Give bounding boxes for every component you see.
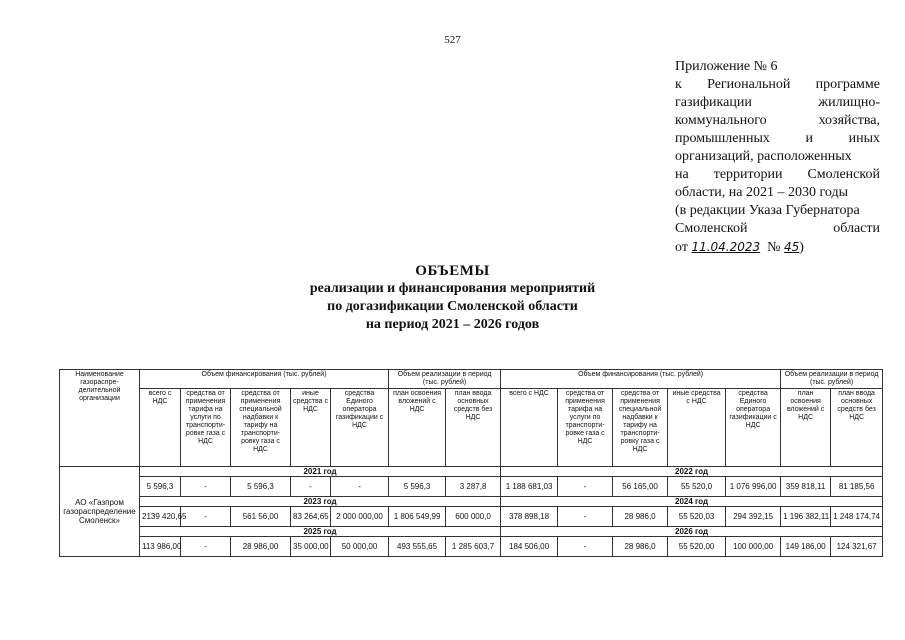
decree-date: 11.04.2023 xyxy=(691,240,761,254)
value-cell: 294 392,15 xyxy=(726,507,781,527)
title-line-4: на период 2021 – 2026 годов xyxy=(365,317,540,332)
appendix-line-3: газификации жилищно- xyxy=(675,95,880,110)
subheader-markup: средства от применения специальной надбавки к тарифу на транспорти-ровку газа с НДС xyxy=(613,389,668,467)
value-cell: 2 000 000,00 xyxy=(331,507,389,527)
value-cell: - xyxy=(181,477,231,497)
subheader-plan-investments: план освоения вложений с НДС xyxy=(781,389,831,467)
value-cell: 561 56,00 xyxy=(231,507,291,527)
header-financing-right: Объем финансирования (тыс. рублей) xyxy=(501,370,781,389)
value-cell: - xyxy=(331,477,389,497)
value-cell: - xyxy=(291,477,331,497)
value-cell: 113 986,00 xyxy=(140,537,181,557)
value-cell: 149 186,00 xyxy=(781,537,831,557)
document-title xyxy=(0,262,905,334)
subheader-markup: средства от применения специальной надбавки к тарифу на транспорти-ровку газа с НДС xyxy=(231,389,291,467)
value-cell: 1 076 996,00 xyxy=(726,477,781,497)
value-cell: - xyxy=(181,537,231,557)
value-cell: 5 596,3 xyxy=(231,477,291,497)
value-cell: 184 506,00 xyxy=(501,537,558,557)
value-cell: 83 264,65 xyxy=(291,507,331,527)
value-cell: 55 520,03 xyxy=(668,507,726,527)
subheader-plan-investments: план освоения вложений с НДС xyxy=(389,389,446,467)
year-label: 2021 год xyxy=(140,467,501,477)
value-cell: 378 898,18 xyxy=(501,507,558,527)
appendix-line-4: коммунального хозяйства, xyxy=(675,113,880,128)
header-row-1 xyxy=(60,370,883,389)
header-implementation-right: Объем реализации в период (тыс. рублей) xyxy=(781,370,883,389)
org-name: АО «Газпром газораспределение Смоленск» xyxy=(60,467,140,557)
subheader-other: иные средства с НДС xyxy=(668,389,726,467)
appendix-note xyxy=(675,58,880,257)
appendix-line-7: на территории Смоленской xyxy=(675,167,880,182)
appendix-line-6: организаций, расположенных xyxy=(675,149,852,164)
subheader-total: всего с НДС xyxy=(140,389,181,467)
title-line-3: по догазификации Смоленской области xyxy=(327,299,578,314)
value-cell: 493 555,65 xyxy=(389,537,446,557)
header-org: Наименование газораспре-делительной организации xyxy=(60,370,140,467)
title-line-2: реализации и финансирования мероприятий xyxy=(309,281,596,296)
subheader-total: всего с НДС xyxy=(501,389,558,467)
value-cell: 55 520,0 xyxy=(668,477,726,497)
value-cell: 1 248 174,74 xyxy=(831,507,883,527)
value-cell: 28 986,0 xyxy=(613,507,668,527)
financing-table xyxy=(59,369,883,557)
appendix-line-11: от 11.04.2023 № 45) xyxy=(675,240,804,255)
value-cell: 81 185,56 xyxy=(831,477,883,497)
value-cell: 359 818,11 xyxy=(781,477,831,497)
value-cell: 2139 420,65 xyxy=(140,507,181,527)
value-cell: - xyxy=(558,507,613,527)
year-label: 2023 год xyxy=(140,497,501,507)
value-cell: 1 188 681,03 xyxy=(501,477,558,497)
value-cell: 56 165,00 xyxy=(613,477,668,497)
appendix-line-9: (в редакции Указа Губернатора xyxy=(675,203,860,218)
value-cell: 100 000,00 xyxy=(726,537,781,557)
appendix-line-1: Приложение № 6 xyxy=(675,59,778,74)
title-line-1: ОБЪЕМЫ xyxy=(415,263,490,279)
page-number: 527 xyxy=(444,34,461,46)
values-row xyxy=(60,537,883,557)
appendix-line-10: Смоленской области xyxy=(675,221,880,236)
value-cell: - xyxy=(558,477,613,497)
value-cell: 55 520,00 xyxy=(668,537,726,557)
decree-number: 45 xyxy=(784,240,800,254)
value-cell: 50 000,00 xyxy=(331,537,389,557)
value-cell: 600 000,0 xyxy=(446,507,501,527)
year-label: 2025 год xyxy=(140,527,501,537)
year-row xyxy=(60,497,883,507)
year-label: 2022 год xyxy=(501,467,883,477)
header-financing-left: Объем финансирования (тыс. рублей) xyxy=(140,370,389,389)
value-cell: 1 285 603,7 xyxy=(446,537,501,557)
value-cell: 5 596,3 xyxy=(389,477,446,497)
values-row xyxy=(60,477,883,497)
value-cell: 28 986,00 xyxy=(231,537,291,557)
subheader-operator: средства Единого оператора газификации с НДС xyxy=(726,389,781,467)
value-cell: 35 000,00 xyxy=(291,537,331,557)
value-cell: 5 596,3 xyxy=(140,477,181,497)
subheader-plan-fixed-assets: план ввода основных средств без НДС xyxy=(446,389,501,467)
year-row xyxy=(60,467,883,477)
year-label: 2026 год xyxy=(501,527,883,537)
value-cell: 1 196 382,11 xyxy=(781,507,831,527)
subheader-other: иные средства с НДС xyxy=(291,389,331,467)
value-cell: 3 287,8 xyxy=(446,477,501,497)
subheader-tariff: средства от применения тарифа на услуги по транспорти-ровке газа с НДС xyxy=(181,389,231,467)
value-cell: 1 806 549,99 xyxy=(389,507,446,527)
subheader-plan-fixed-assets: план ввода основных средств без НДС xyxy=(831,389,883,467)
values-row xyxy=(60,507,883,527)
subheader-operator: средства Единого оператора газификации с НДС xyxy=(331,389,389,467)
appendix-line-5: промышленных и иных xyxy=(675,131,880,146)
year-row xyxy=(60,527,883,537)
value-cell: - xyxy=(558,537,613,557)
value-cell: - xyxy=(181,507,231,527)
header-row-2 xyxy=(60,389,883,467)
year-label: 2024 год xyxy=(501,497,883,507)
appendix-line-8: области, на 2021 – 2030 годы xyxy=(675,185,849,200)
value-cell: 124 321,67 xyxy=(831,537,883,557)
header-implementation-left: Объем реализации в период (тыс. рублей) xyxy=(389,370,501,389)
subheader-tariff: средства от применения тарифа на услуги по транспорти-ровке газа с НДС xyxy=(558,389,613,467)
appendix-line-2: к Региональной программе xyxy=(675,77,880,92)
value-cell: 28 986,0 xyxy=(613,537,668,557)
